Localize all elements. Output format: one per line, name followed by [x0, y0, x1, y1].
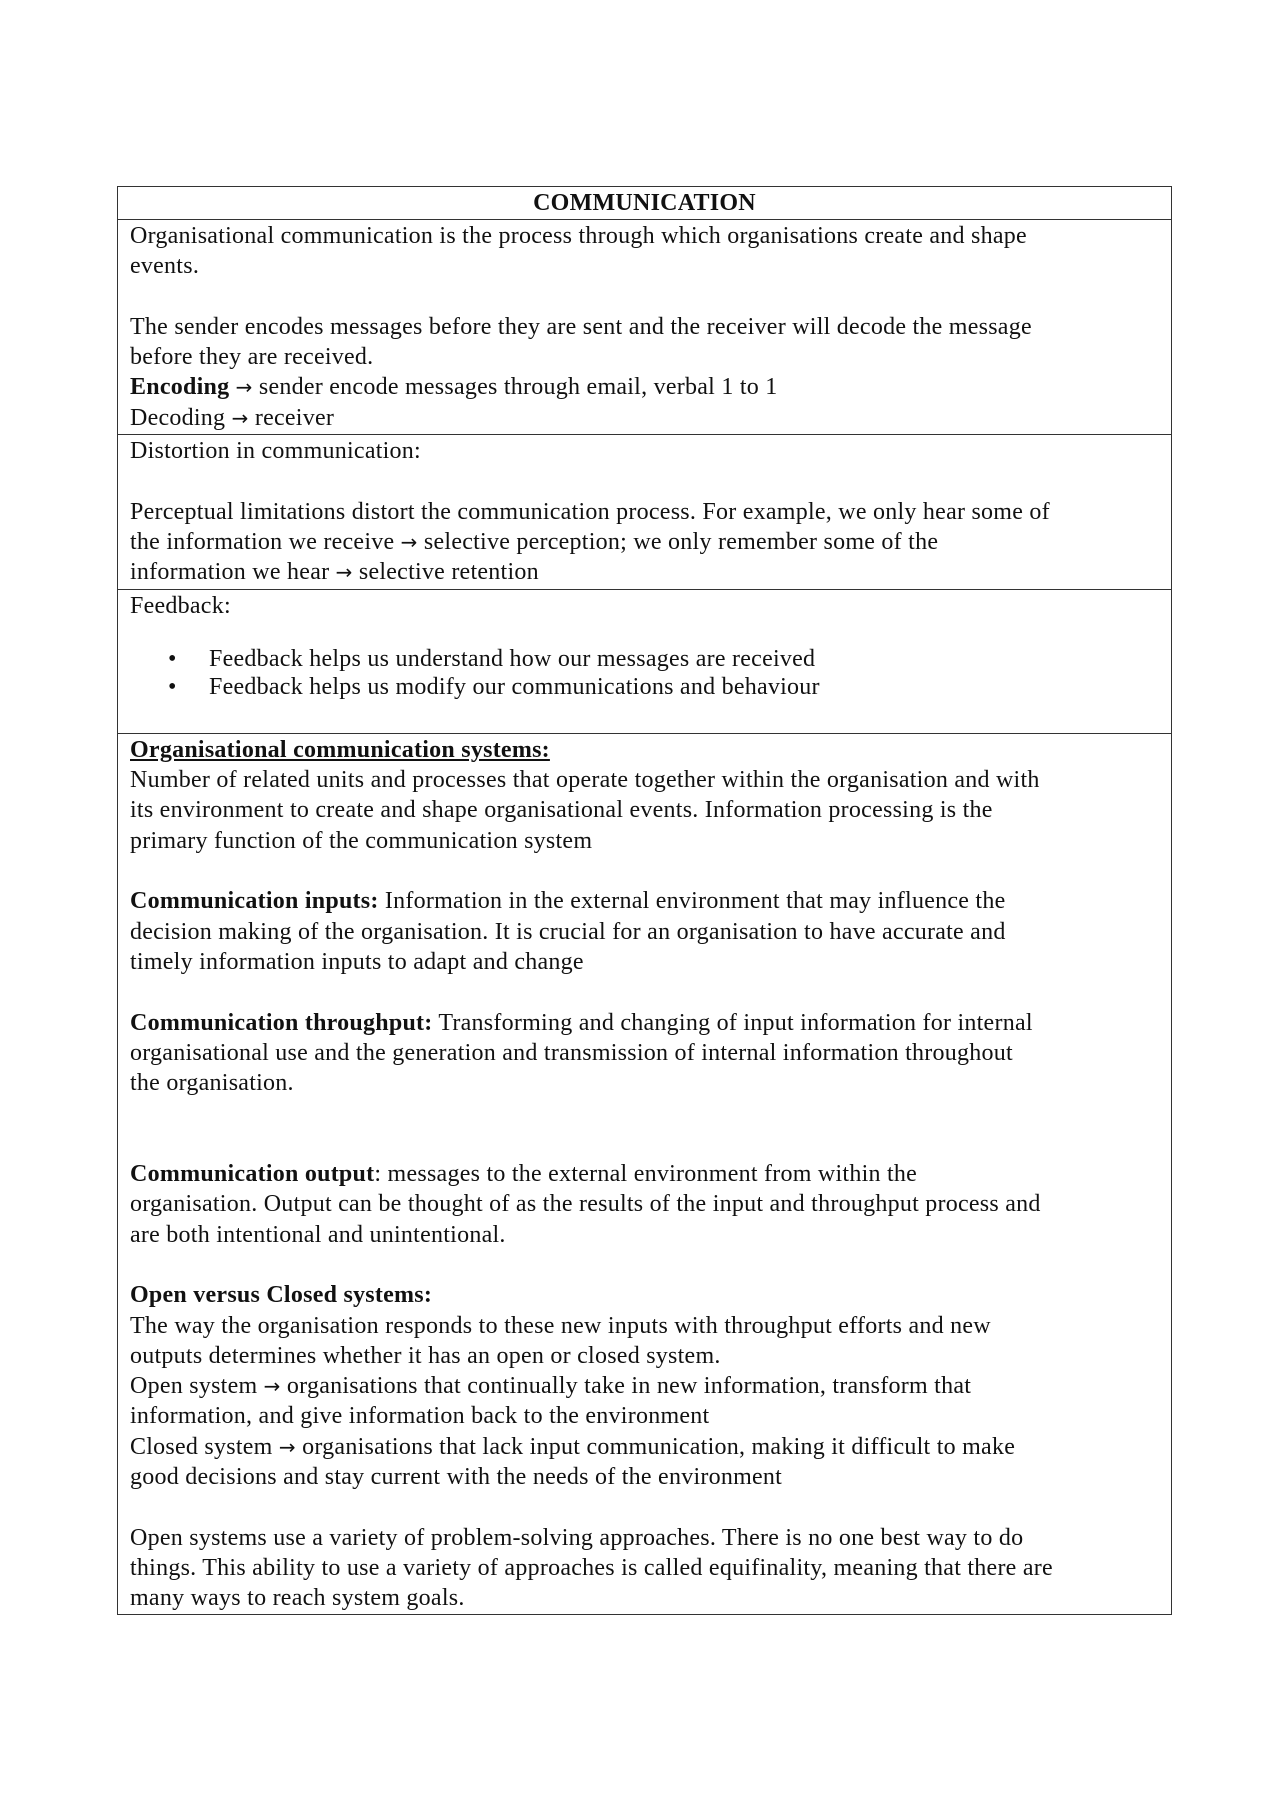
text-line: Organisational communication is the process through which organisations create and shape	[130, 223, 1027, 249]
text: selective perception; we only remember some of the	[423, 528, 939, 555]
text-line: its environment to create and shape organisational events. Information processing is the	[130, 797, 993, 824]
text-line: events.	[130, 253, 200, 280]
text-line	[130, 527, 1159, 557]
encoding-text: sender encode messages through email, verbal 1 to 1	[258, 374, 778, 401]
text-line: good decisions and stay current with the needs of the environment	[130, 1463, 783, 1490]
decoding-line	[130, 403, 1159, 433]
list-item: • Feedback helps us modify our communications and behaviour	[130, 673, 1159, 701]
arrow-right-icon: →	[263, 1374, 281, 1399]
text-line: outputs determines whether it has an open or closed system.	[130, 1342, 721, 1369]
text-line: organisation. Output can be thought of as the results of the input and throughput process and	[130, 1191, 1041, 1218]
text: information we hear	[130, 559, 330, 586]
term-label: Communication throughput:	[130, 1009, 433, 1036]
text-line	[130, 1008, 1159, 1038]
text-line	[130, 1159, 1159, 1189]
text-line: Open systems use a variety of problem-solving approaches. There is no one best way to do	[130, 1524, 1024, 1551]
section-overview	[118, 219, 1171, 434]
text-line: Perceptual limitations distort the communication process. For example, we only hear some of	[130, 498, 1050, 525]
section-heading: Organisational communication systems:	[130, 736, 550, 763]
text-line: organisational use and the generation and transmission of internal information throughout	[130, 1039, 1013, 1066]
text-line: decision making of the organisation. It is crucial for an organisation to have accurate and	[130, 918, 1006, 945]
text-line	[130, 557, 1159, 587]
decoding-text: receiver	[254, 404, 335, 431]
text-line: Number of related units and processes that operate together within the organisation and with	[130, 767, 1040, 794]
text: organisations that continually take in new information, transform that	[286, 1373, 972, 1400]
text-line: are both intentional and unintentional.	[130, 1221, 506, 1248]
arrow-right-icon: →	[400, 529, 418, 554]
section-systems	[118, 733, 1171, 1615]
text-line: information, and give information back to the environment	[130, 1403, 710, 1430]
text: : messages to the external environment from within the	[374, 1161, 918, 1188]
term-label: Open system	[130, 1373, 258, 1400]
text-line: the organisation.	[130, 1070, 294, 1097]
text: the information we receive	[130, 528, 395, 555]
term-label: Communication output	[130, 1161, 375, 1188]
feedback-list	[130, 645, 1159, 701]
subheading: Open versus Closed systems:	[130, 1282, 433, 1309]
section-distortion	[118, 434, 1171, 588]
text: Transforming and changing of input information for internal	[432, 1009, 1033, 1036]
section-feedback	[118, 589, 1171, 733]
encoding-line	[130, 372, 1159, 402]
text-line: things. This ability to use a variety of approaches is called equifinality, meaning that there are	[130, 1554, 1053, 1581]
communication-table	[117, 186, 1172, 1615]
encoding-label: Encoding	[130, 374, 230, 401]
term-label: Communication inputs:	[130, 888, 379, 915]
text: organisations that lack input communication, making it difficult to make	[302, 1433, 1016, 1460]
heading-line	[130, 735, 1159, 765]
arrow-right-icon: →	[231, 405, 249, 430]
arrow-right-icon: →	[278, 1434, 296, 1459]
text: Information in the external environment that may influence the	[378, 888, 1006, 915]
text-line: Distortion in communication:	[130, 438, 421, 465]
text-line: timely information inputs to adapt and change	[130, 948, 584, 975]
arrow-right-icon: →	[235, 375, 253, 400]
list-item: • Feedback helps us understand how our messages are received	[130, 645, 1159, 673]
text-line: The way the organisation responds to these new inputs with throughput efforts and new	[130, 1312, 991, 1339]
term-label: Closed system	[130, 1433, 273, 1460]
text-line	[130, 1371, 1159, 1401]
arrow-right-icon: →	[335, 560, 353, 585]
text-line: Feedback:	[130, 592, 231, 619]
text-line: before they are received.	[130, 344, 374, 371]
text-line: many ways to reach system goals.	[130, 1585, 465, 1612]
heading-line	[130, 1280, 1159, 1310]
text-line: primary function of the communication system	[130, 827, 593, 854]
text-line	[130, 886, 1159, 916]
text: selective retention	[358, 559, 539, 586]
text-line: The sender encodes messages before they are sent and the receiver will decode the message	[130, 313, 1032, 340]
text-line	[130, 1432, 1159, 1462]
decoding-label: Decoding	[130, 404, 226, 431]
table-title: COMMUNICATION	[533, 190, 756, 216]
